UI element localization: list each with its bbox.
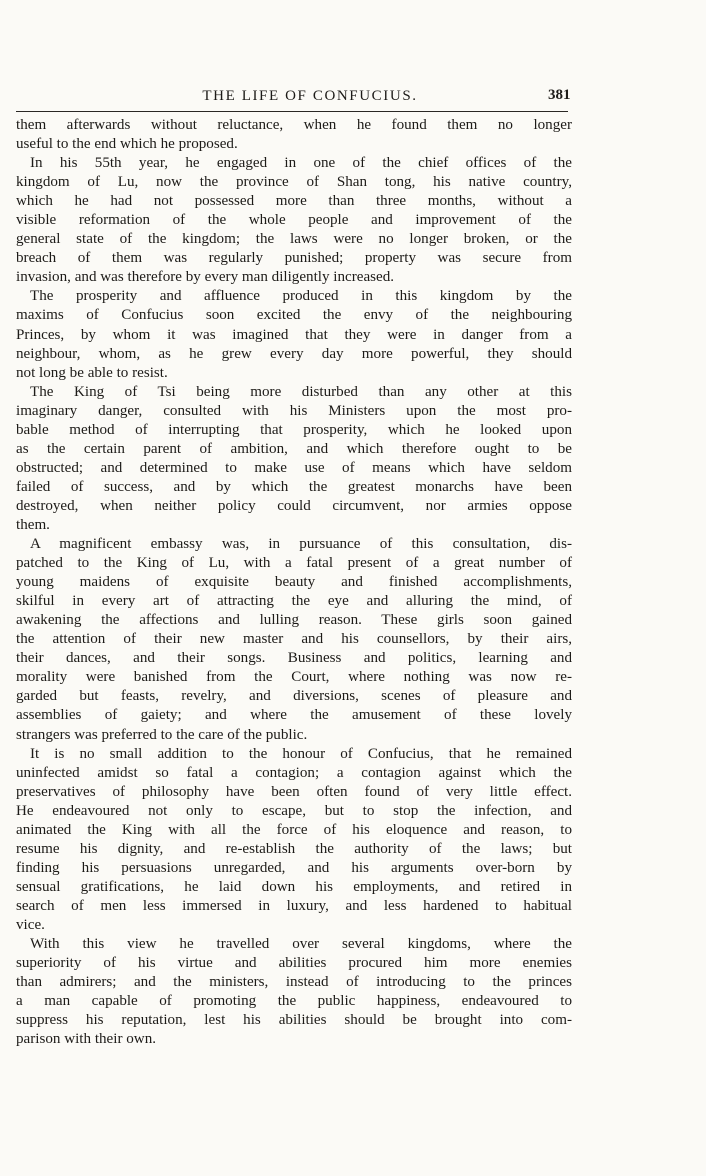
text-line: A magnificent embassy was, in pursuance of this consultation, dis-: [30, 536, 572, 553]
text-line: kingdom of Lu, now the province of Shan tong, his native country,: [16, 174, 572, 191]
running-title: THE LIFE OF CONFUCIUS.: [202, 88, 418, 104]
text-line: them afterwards without reluctance, when he found them no longer: [16, 117, 572, 133]
text-line: awakening the affections and lulling reason. These girls soon gained: [16, 612, 572, 629]
text-line: breach of them was regularly punished; property was secure from: [16, 250, 572, 267]
text-line: uninfected amidst so fatal a contagion; a contagion against which the: [16, 764, 572, 781]
text-line: the attention of their new master and his counsellors, by their airs,: [16, 631, 572, 648]
text-line: sensual gratifications, he laid down his employments, and retired in: [16, 878, 572, 895]
text-line: The prosperity and affluence produced in this kingdom by the: [30, 288, 572, 305]
text-line: animated the King with all the force of his eloquence and reason, to: [16, 821, 572, 838]
text-line: parison with their own.: [16, 1031, 157, 1048]
text-line: a man capable of promoting the public happiness, endeavoured to: [16, 993, 572, 1010]
text-line: neighbour, whom, as he grew every day more powerful, they should: [16, 345, 572, 362]
text-line: imaginary danger, consulted with his Ministers upon the most pro-: [16, 402, 572, 419]
body-text: [16, 116, 572, 1049]
text-line: which he had not possessed more than three months, without a: [16, 193, 572, 210]
text-line: With this view he travelled over several kingdoms, where the: [30, 936, 572, 953]
text-line: young maidens of exquisite beauty and finished accomplishments,: [16, 574, 572, 591]
text-line: search of men less immersed in luxury, and less hardened to habitual: [16, 897, 572, 914]
text-line: maxims of Confucius soon excited the envy of the neighbouring: [16, 307, 572, 324]
text-line: bable method of interrupting that prosperity, which he looked upon: [16, 421, 572, 438]
text-line: finding his persuasions unregarded, and his arguments over-born by: [16, 859, 572, 876]
text-line: preservatives of philosophy have been often found of very little effect.: [16, 783, 572, 800]
text-line: not long be able to resist.: [16, 364, 168, 381]
text-line: useful to the end which he proposed.: [16, 136, 238, 153]
text-line: as the certain parent of ambition, and which therefore ought to be: [16, 440, 572, 457]
text-line: resume his dignity, and re-establish the authority of the laws; but: [16, 840, 572, 857]
running-head: [0, 86, 706, 110]
text-line: obstructed; and determined to make use of means which have seldom: [16, 459, 572, 476]
text-line: In his 55th year, he engaged in one of the chief offices of the: [30, 155, 572, 172]
text-line: vice.: [16, 916, 45, 933]
header-rule: [16, 111, 568, 112]
text-line: skilful in every art of attracting the eye and alluring the mind, of: [16, 593, 572, 610]
text-line: visible reformation of the whole people and improvement of the: [16, 212, 572, 229]
text-line: The King of Tsi being more disturbed than any other at this: [30, 383, 572, 400]
text-line: than admirers; and the ministers, instead of introducing to the princes: [16, 974, 572, 991]
text-line: general state of the kingdom; the laws were no longer broken, or the: [16, 231, 572, 248]
text-line: superiority of his virtue and abilities procured him more enemies: [16, 955, 572, 972]
text-line: strangers was preferred to the care of the public.: [16, 726, 308, 743]
page-number: 381: [548, 87, 571, 103]
text-line: assemblies of gaiety; and where the amusement of these lovely: [16, 707, 572, 724]
text-line: destroyed, when neither policy could circumvent, nor armies oppose: [16, 497, 572, 514]
text-line: invasion, and was therefore by every man diligently increased.: [16, 269, 395, 286]
text-line: their dances, and their songs. Business and politics, learning and: [16, 650, 572, 667]
text-line: garded but feasts, revelry, and diversions, scenes of pleasure and: [16, 688, 572, 705]
text-line: failed of success, and by which the greatest monarchs have been: [16, 478, 572, 495]
text-line: patched to the King of Lu, with a fatal present of a great number of: [16, 555, 572, 572]
text-line: them.: [16, 516, 50, 533]
text-line: Princes, by whom it was imagined that they were in danger from a: [16, 326, 572, 343]
text-line: morality were banished from the Court, where nothing was now re-: [16, 669, 572, 686]
text-line: It is no small addition to the honour of Confucius, that he remained: [30, 745, 572, 762]
text-line: suppress his reputation, lest his abilities should be brought into com-: [16, 1012, 572, 1029]
text-line: He endeavoured not only to escape, but to stop the infection, and: [16, 802, 572, 819]
